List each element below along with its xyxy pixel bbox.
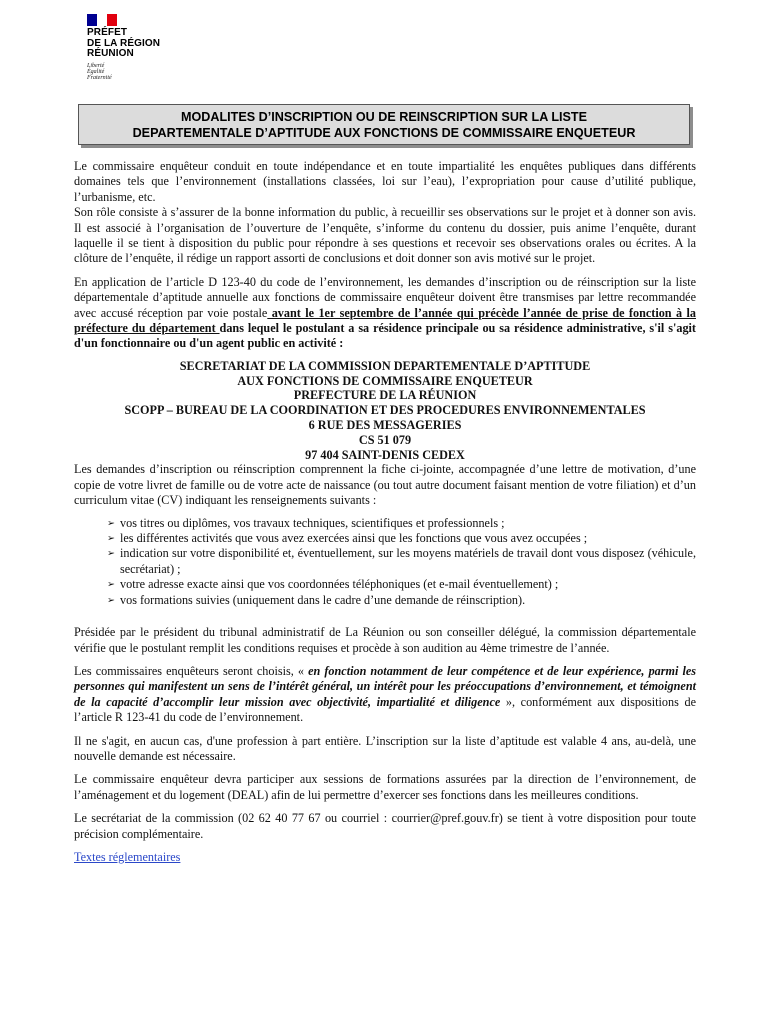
address-line: SECRETARIAT DE LA COMMISSION DEPARTEMENTALE D’APTITUDE <box>179 358 591 373</box>
paragraph-selection <box>74 664 696 726</box>
address-line: 6 RUE DES MESSAGERIES <box>308 418 462 433</box>
selection-quote: en fonction notamment de leur compétence et de leur expérience, parmi les personnes qui manifestent un sens de l’intérêt général, un intérêt pour les préoccupations d’environnement, et témoignent de la capacité d’accomplir leur mission avec objectivité, impartialité et diligence <box>74 663 696 709</box>
list-item <box>108 577 696 592</box>
address-line: CS 51 079 <box>358 432 412 447</box>
arrow-bullet-icon: ➢ <box>107 533 115 545</box>
list-item-text: indication sur votre disponibilité et, éventuellement, sur les moyens matériels de travail dont vous disposez (véhicule, secrétariat) ; <box>120 546 696 576</box>
motto-line: Fraternité <box>87 75 112 82</box>
arrow-bullet-icon: ➢ <box>107 517 115 529</box>
required-info-list <box>74 516 696 608</box>
french-flag-icon <box>87 14 117 26</box>
document-title-box <box>78 104 690 145</box>
address-line: PREFECTURE DE LA RÉUNION <box>293 388 477 403</box>
logo-line: PRÉFET <box>87 27 128 38</box>
regulatory-texts-row <box>74 850 696 865</box>
list-item-text: vos formations suivies (uniquement dans le cadre d’une demande de réinscription). <box>120 592 526 607</box>
regulatory-texts-link[interactable]: Textes réglementaires <box>74 849 181 864</box>
paragraph-contact: Le secrétariat de la commission (02 62 40 77 67 ou courriel : courrier@pref.gouv.fr) se tient à votre disposition pour toute précision complémentaire. <box>74 811 696 841</box>
motto-line: Liberté <box>87 62 105 69</box>
arrow-bullet-icon: ➢ <box>107 579 115 591</box>
logo-line: RÉUNION <box>87 48 134 59</box>
selection-text: Les commissaires enquêteurs seront choisis, « <box>74 663 309 678</box>
document-body <box>74 159 696 865</box>
paragraph-training: Le commissaire enquêteur devra participer aux sessions de formations assurées par la direction de l’environnement, de l’aménagement et du logement (DEAL) afin de lui permettre d’exercer ses fonctions dans les meilleures conditions. <box>74 772 696 802</box>
application-text: En application de l’article D 123-40 du code de l’environnement, les demandes d’inscription ou de réinscription sur la liste départementale d’aptitude annuelle aux fonctions de commissaire enquêteur doivent être transmises par lettre recommandée avec accusé réception par voie postale <box>74 274 696 320</box>
list-item-text: les différentes activités que vous avez exercées ainsi que les fonctions que vous avez occupées ; <box>120 531 588 546</box>
residence-text: dans lequel le postulant a sa résidence principale ou sa résidence administrative, s'il s'agit d'un fonctionnaire ou d'un agent public en activité : <box>74 321 696 351</box>
deadline-text: avant le 1er septembre de l’année qui précède l’année de prise de fonction à la préfecture du département <box>74 305 696 336</box>
paragraph-documents: Les demandes d’inscription ou réinscription comprennent la fiche ci-jointe, accompagnée d’une lettre de motivation, d’une copie de votre livret de famille ou de votre acte de naissance (ou tout autre document faisant mention de votre filiation) et d’un curriculum vitae (CV) indiquant les renseignements suivants : <box>74 462 696 508</box>
address-line: 97 404 SAINT-DENIS CEDEX <box>305 447 465 462</box>
list-item-text: vos titres ou diplômes, vos travaux techniques, scientifiques et professionnels ; <box>120 515 505 530</box>
list-item <box>108 516 696 531</box>
title-line-2: DEPARTEMENTALE D’APTITUDE AUX FONCTIONS DE COMMISSAIRE ENQUETEUR <box>132 125 636 140</box>
logo-title <box>87 28 207 60</box>
postal-address <box>74 359 696 463</box>
paragraph-mission: Son rôle consiste à s’assurer de la bonne information du public, à recueillir ses observations sur le projet et à donner son avis. Il est associé à l’organisation de l’ouverture de l’enquête, s’informe du contenu du dossier, puis anime l’enquête, durant laquelle il se tient à disposition du public pour répondre à ses questions et recevoir ses observations orales ou écrites. A la clôture de l’enquête, il rédige un rapport assorti de conclusions et doit donner son avis motivé sur le projet. <box>74 205 696 266</box>
paragraph-validity: Il ne s'agit, en aucun cas, d'une profession à part entière. L’inscription sur la liste d’aptitude est valable 4 ans, au-delà, une nouvelle demande est nécessaire. <box>74 733 696 763</box>
list-item <box>108 546 696 577</box>
paragraph-commission: Présidée par le président du tribunal administratif de La Réunion ou son conseiller délégué, la commission départementale vérifie que le postulant remplit les conditions requises et procède à son audition au 4ème trimestre de l’année. <box>74 625 696 655</box>
logo-line: DE LA RÉGION <box>87 37 161 49</box>
paragraph-application <box>74 275 696 352</box>
list-item <box>108 593 696 608</box>
republic-motto <box>87 63 207 82</box>
document-title <box>133 109 636 141</box>
list-item-text: votre adresse exacte ainsi que vos coordonnées téléphoniques (et e-mail éventuellement) ; <box>120 577 559 592</box>
address-line: SCOPP – BUREAU DE LA COORDINATION ET DES PROCEDURES ENVIRONNEMENTALES <box>124 403 646 418</box>
address-line: AUX FONCTIONS DE COMMISSAIRE ENQUETEUR <box>237 373 533 388</box>
motto-line: Égalité <box>87 68 105 75</box>
list-item <box>108 531 696 546</box>
selection-reference: », conformément aux dispositions de l’article R 123-41 du code de l’environnement. <box>74 694 696 725</box>
arrow-bullet-icon: ➢ <box>107 594 115 606</box>
paragraph-role: Le commissaire enquêteur conduit en toute indépendance et en toute impartialité les enquêtes publiques dans différents domaines tels que l’environnement (installations classées, loi sur l’eau), l’expropriation pour cause d’utilité publique, l’urbanisme, etc. <box>74 159 696 204</box>
arrow-bullet-icon: ➢ <box>107 548 115 560</box>
prefecture-logo <box>87 14 207 81</box>
title-line-1: MODALITES D’INSCRIPTION OU DE REINSCRIPTION SUR LA LISTE <box>180 109 588 124</box>
